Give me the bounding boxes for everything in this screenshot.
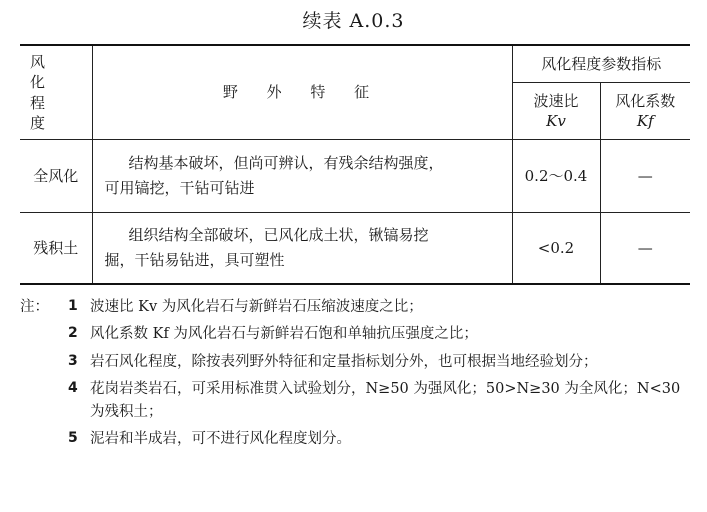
note-item [20,351,695,373]
header-kf-symbol: Kf [636,112,654,130]
header-kv-symbol: Kv [546,112,566,130]
header-weathering-degree-line1: 风 化 [30,53,56,92]
note-number: 3 [68,352,78,369]
header-weathering-coefficient [600,83,690,140]
notes-prefix: 注： [20,299,49,315]
header-field-features: 野 外 特 征 [92,45,512,140]
note-item [20,323,695,345]
row-kf: — [600,213,690,285]
header-parameter-group: 风化程度参数指标 [512,45,690,83]
note-number: 1 [68,298,78,314]
header-row [20,45,690,83]
row-features-line2: 可用镐挖，干钻可钻进 [104,179,255,197]
row-features-line1: 组织结构全部破坏，已风化成土状，锹镐易挖 [128,226,429,245]
row-kv: <0.2 [512,213,600,285]
table-row [20,140,690,213]
header-wave-velocity-ratio [512,83,600,140]
row-kv: 0.2～0.4 [512,140,600,213]
note-item [20,428,695,450]
note-text: 风化系数 Kf 为风化岩石与新鲜岩石饱和单轴抗压强度之比； [90,326,478,343]
table-title: 续表 A.0.3 [302,10,405,32]
header-weathering-degree [20,45,92,140]
weathering-table [20,44,690,285]
note-number: 4 [68,380,78,397]
note-item [20,296,695,318]
row-features-line1: 结构基本破坏，但尚可辨认，有残余结构强度， [128,154,444,173]
row-features [92,140,512,213]
note-text: 波速比 Kv 为风化岩石与新鲜岩石压缩波速度之比； [90,299,423,315]
header-kv-label: 波速比 [533,91,579,110]
notes-section [20,296,695,456]
row-kf: — [600,140,690,213]
row-grade: 全风化 [20,140,92,213]
note-item [20,378,695,423]
row-features [92,213,512,285]
note-text: 花岗岩类岩石，可采用标准贯入试验划分，N≥50 为强风化；50>N≥30 为全风化；N<30 为残积土； [90,381,681,420]
note-number: 5 [68,430,78,447]
header-kf-label: 风化系数 [615,91,676,110]
note-text: 岩石风化程度，除按表列野外特征和定量指标划分外，也可根据当地经验划分； [90,353,598,370]
note-text: 泥岩和半成岩，可不进行风化程度划分。 [90,431,351,448]
row-features-line2: 掘，干钻易钻进，具可塑性 [104,251,285,269]
table-row [20,213,690,285]
header-weathering-degree-line2: 程 度 [30,93,56,132]
row-grade: 残积土 [20,213,92,285]
note-number: 2 [68,325,78,342]
